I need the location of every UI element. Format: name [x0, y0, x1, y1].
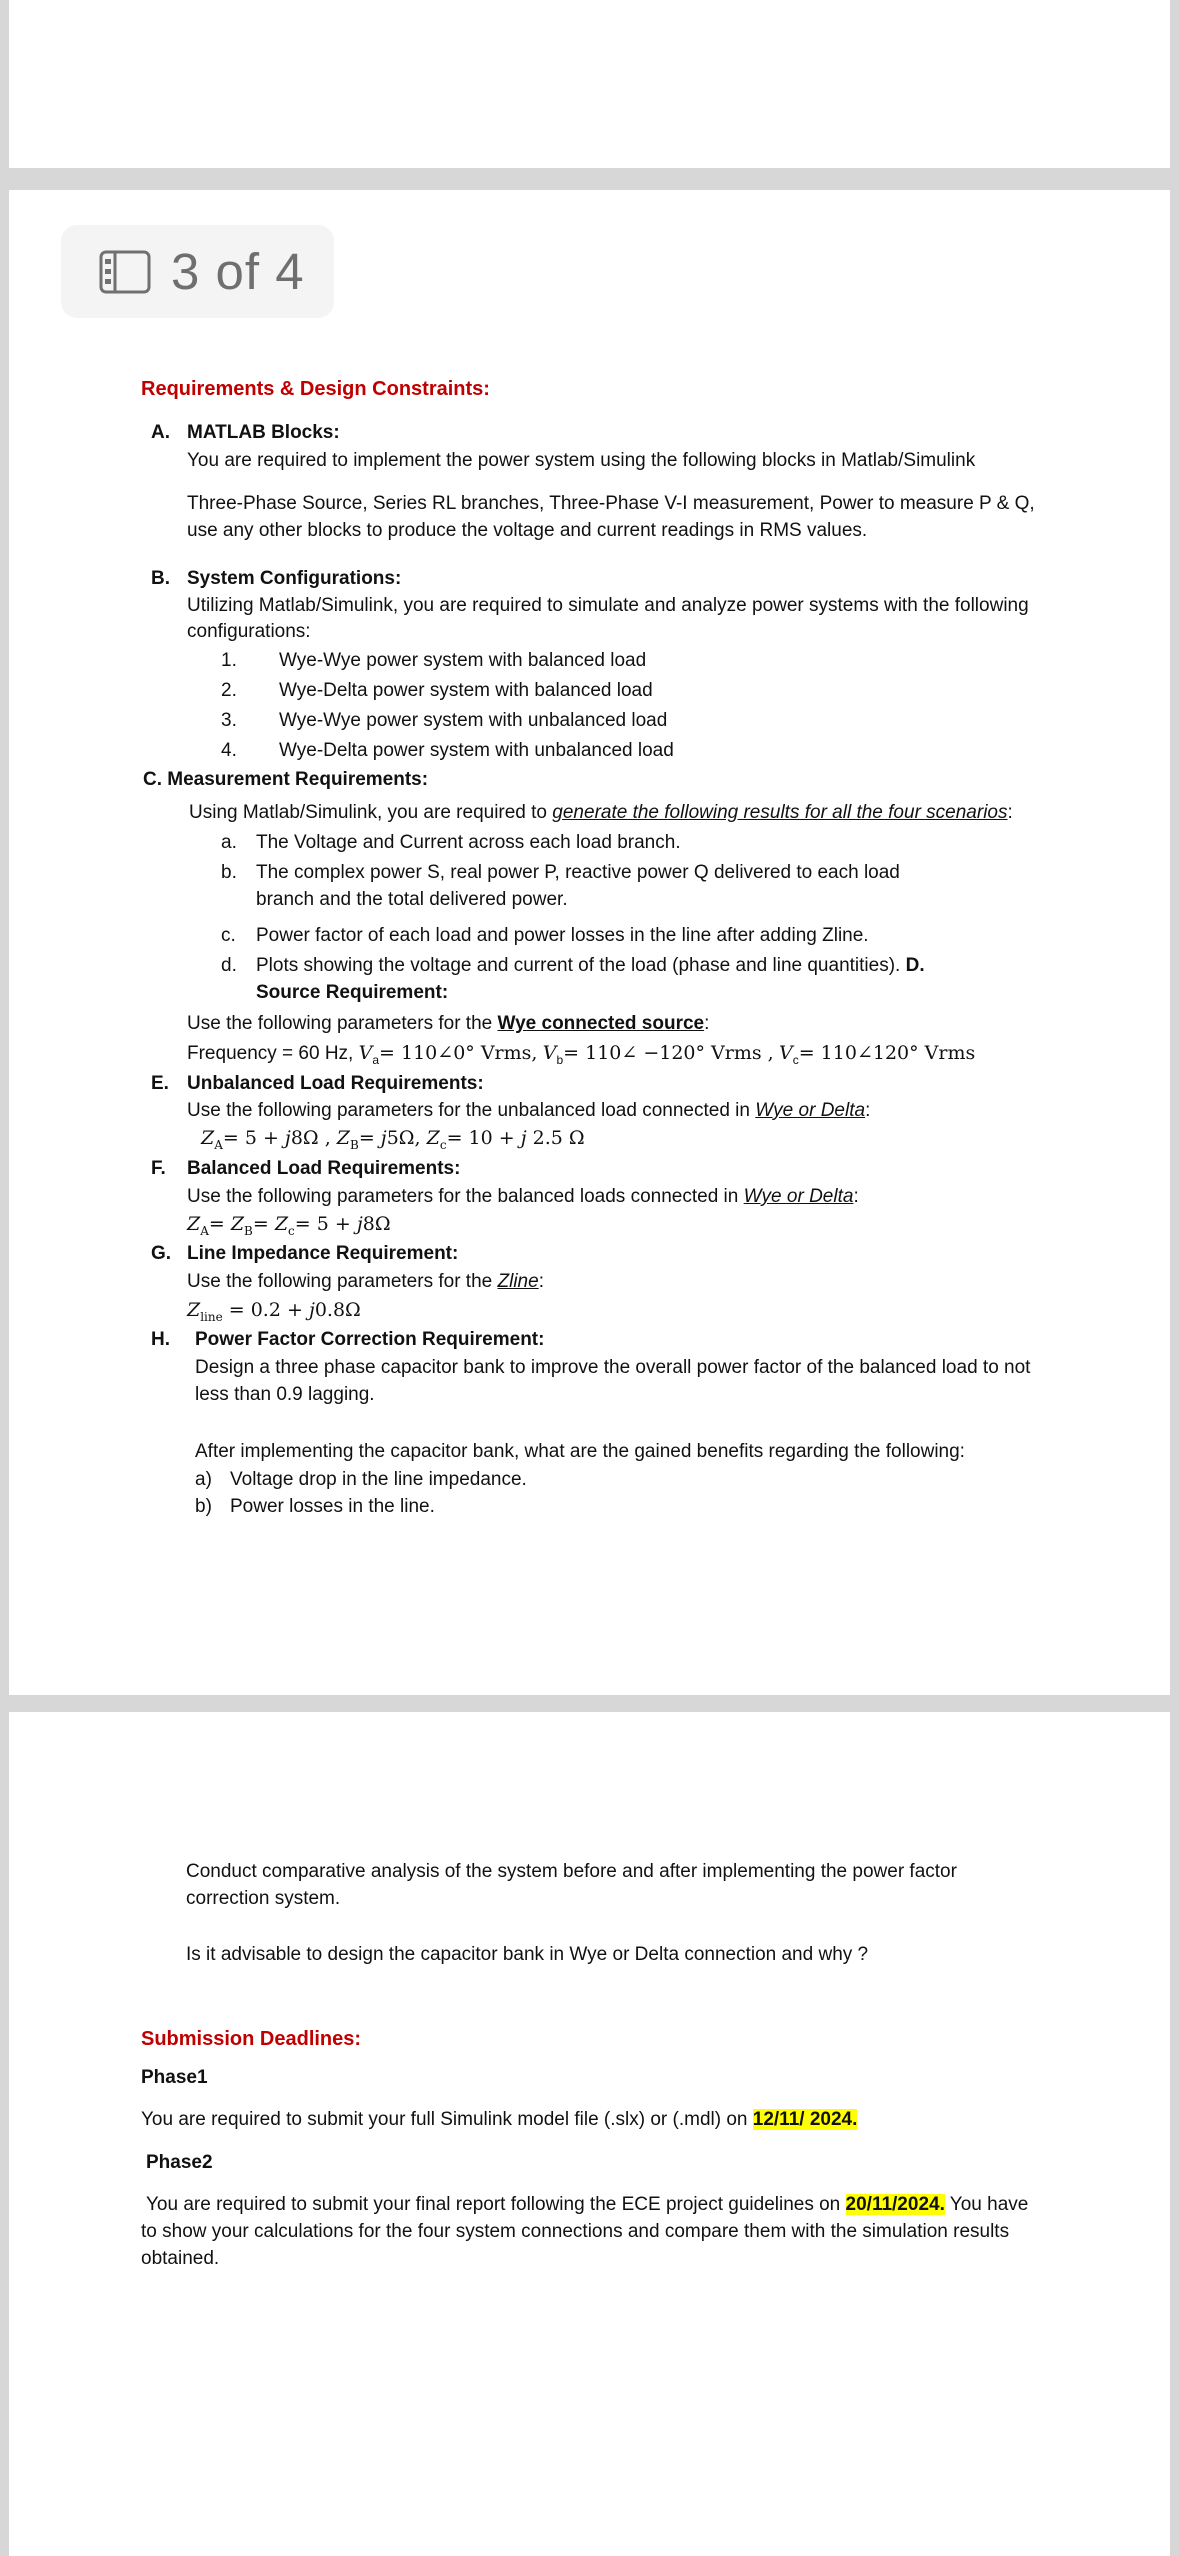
- section-e-params-suffix: :: [865, 1100, 871, 1121]
- list-item-continued: branch and the total delivered power.: [256, 889, 568, 910]
- zc-j: j: [520, 1127, 527, 1149]
- section-b-title: System Configurations:: [187, 568, 402, 589]
- page-2-bottom: [9, 0, 1170, 168]
- za-symbol: Z: [187, 1213, 201, 1235]
- section-d-title: Source Requirement:: [256, 982, 449, 1003]
- j-operator: j: [356, 1213, 363, 1235]
- zb-value: =: [358, 1127, 381, 1149]
- section-d-params-text: Use the following parameters for the: [187, 1013, 498, 1034]
- capacitor-question: Is it advisable to design the capacitor bank in Wye or Delta connection and why ?: [186, 1944, 869, 1965]
- section-d-params-suffix: :: [704, 1013, 710, 1034]
- phase2-date: 20/11/2024.: [845, 2194, 945, 2215]
- zc-rest: 2.5 Ω: [526, 1127, 585, 1149]
- section-a-label: A.: [151, 422, 170, 443]
- zline-rest: 0.8Ω: [314, 1299, 361, 1321]
- section-b-line1: Utilizing Matlab/Simulink, you are required to simulate and analyze power systems with the following: [187, 595, 1029, 616]
- vb-subscript: b: [556, 1052, 564, 1067]
- comparative-line2: correction system.: [186, 1888, 341, 1909]
- phase2-text: [146, 2191, 1028, 2219]
- section-g-params: [187, 1268, 544, 1296]
- zc-subscript: c: [288, 1223, 295, 1238]
- page-4: [9, 1712, 1170, 2556]
- list-item: The Voltage and Current across each load branch.: [256, 832, 681, 853]
- equals-sign: =: [208, 1213, 231, 1235]
- frequency-value: Frequency = 60 Hz,: [187, 1043, 354, 1064]
- zb-symbol: Z: [230, 1213, 245, 1235]
- phase2-description: You are required to submit your final report following the ECE project guidelines on: [146, 2194, 846, 2215]
- za-value: = 5 +: [222, 1127, 285, 1149]
- source-voltages: [187, 1039, 975, 1074]
- section-a-title: MATLAB Blocks:: [187, 422, 340, 443]
- list-item-text: Plots showing the voltage and current of the load (phase and line quantities).: [256, 955, 901, 976]
- list-item: The complex power S, real power P, reactive power Q delivered to each load: [256, 862, 900, 883]
- section-e-label: E.: [151, 1073, 169, 1094]
- list-item: [256, 952, 925, 980]
- list-item: Wye-Wye power system with unbalanced load: [279, 710, 668, 731]
- zline-symbol: Z: [187, 1299, 201, 1321]
- vc-symbol: V: [778, 1042, 793, 1064]
- va-value: = 110∠0° Vrms,: [379, 1042, 538, 1064]
- list-item-letter: c.: [221, 925, 236, 946]
- section-g-params-emphasis: Zline: [497, 1271, 539, 1292]
- requirements-heading: Requirements & Design Constraints:: [141, 378, 490, 400]
- balanced-value: = 5 +: [294, 1213, 357, 1235]
- section-c-intro-text: Using Matlab/Simulink, you are required to: [189, 802, 553, 823]
- va-symbol: V: [358, 1042, 373, 1064]
- phase1-date: 12/11/ 2024.: [752, 2109, 858, 2130]
- za-subscript: A: [200, 1223, 209, 1238]
- section-g-label: G.: [151, 1243, 172, 1264]
- zline-subscript: line: [200, 1309, 223, 1324]
- section-f-params-text: Use the following parameters for the balanced loads connected in: [187, 1186, 744, 1207]
- section-h-line1: Design a three phase capacitor bank to improve the overall power factor of the balanced load to not: [195, 1357, 1031, 1378]
- section-d-label: D.: [900, 955, 925, 976]
- section-g-params-suffix: :: [538, 1271, 544, 1292]
- zb-subscript: B: [350, 1137, 359, 1152]
- list-item-letter: a.: [221, 832, 237, 853]
- list-item-letter: d.: [221, 955, 237, 976]
- list-item: Wye-Delta power system with unbalanced load: [279, 740, 674, 761]
- section-a-line3: use any other blocks to produce the voltage and current readings in RMS values.: [187, 520, 868, 541]
- vb-symbol: V: [542, 1042, 557, 1064]
- section-b-label: B.: [151, 568, 170, 589]
- page-indicator-label: 3 of 4: [171, 243, 305, 300]
- zb-symbol: Z: [336, 1127, 350, 1149]
- section-e-params-text: Use the following parameters for the unbalanced load connected in: [187, 1100, 756, 1121]
- zc-subscript: c: [439, 1137, 447, 1152]
- section-f-params-emphasis: Wye or Delta: [743, 1186, 854, 1207]
- deadlines-heading: Submission Deadlines:: [141, 2028, 362, 2050]
- list-item-letter: b): [195, 1496, 212, 1517]
- list-item-number: 1.: [221, 650, 237, 671]
- vb-value: = 110∠ −120° Vrms ,: [563, 1042, 774, 1064]
- equals-sign: =: [252, 1213, 275, 1235]
- list-item: Power losses in the line.: [230, 1496, 435, 1517]
- section-h-line2: less than 0.9 lagging.: [195, 1384, 375, 1405]
- section-e-params-emphasis: Wye or Delta: [755, 1100, 866, 1121]
- section-d-params: [187, 1010, 709, 1038]
- section-c-intro: [189, 799, 1013, 827]
- phase2-line2: to show your calculations for the four system connections and compare them with the simulation results: [141, 2221, 1010, 2242]
- section-h-title: Power Factor Correction Requirement:: [195, 1329, 545, 1350]
- list-item: Power factor of each load and power losses in the line after adding Zline.: [256, 925, 869, 946]
- list-item-number: 3.: [221, 710, 237, 731]
- phase2-line3: obtained.: [141, 2248, 220, 2269]
- za-symbol: Z: [201, 1127, 215, 1149]
- section-f-params-suffix: :: [853, 1186, 859, 1207]
- section-h-line3: After implementing the capacitor bank, what are the gained benefits regarding the following:: [195, 1441, 965, 1462]
- phase1-text: [141, 2106, 857, 2134]
- list-item-number: 4.: [221, 740, 237, 761]
- section-h-label: H.: [151, 1329, 170, 1350]
- list-item: Voltage drop in the line impedance.: [230, 1469, 527, 1490]
- balanced-rest: 8Ω: [362, 1213, 391, 1235]
- unbalanced-impedances: [201, 1124, 585, 1159]
- j-operator: j: [308, 1299, 315, 1321]
- section-g-params-text: Use the following parameters for the: [187, 1271, 498, 1292]
- va-subscript: a: [372, 1052, 380, 1067]
- page-indicator[interactable]: [61, 225, 334, 318]
- zc-symbol: Z: [426, 1127, 440, 1149]
- vc-subscript: c: [792, 1052, 799, 1067]
- list-item: Wye-Wye power system with balanced load: [279, 650, 647, 671]
- za-rest: 8Ω ,: [290, 1127, 331, 1149]
- section-c-title: C. Measurement Requirements:: [143, 769, 429, 790]
- section-c-intro-emphasis: generate the following results for all the four scenarios: [552, 802, 1008, 823]
- vc-value: = 110∠120° Vrms: [798, 1042, 976, 1064]
- zb-rest: 5Ω,: [386, 1127, 421, 1149]
- page-thumbnail-icon: [99, 250, 151, 294]
- section-e-title: Unbalanced Load Requirements:: [187, 1073, 484, 1094]
- page-3: [9, 190, 1170, 1695]
- phase2-title: Phase2: [146, 2152, 213, 2173]
- section-f-title: Balanced Load Requirements:: [187, 1158, 461, 1179]
- zline-value: = 0.2 +: [222, 1299, 309, 1321]
- zb-subscript: B: [244, 1223, 253, 1238]
- list-item-letter: b.: [221, 862, 237, 883]
- section-a-line1: You are required to implement the power system using the following blocks in Matlab/Simulink: [187, 450, 976, 471]
- za-j: j: [284, 1127, 291, 1149]
- list-item: Wye-Delta power system with balanced load: [279, 680, 653, 701]
- za-subscript: A: [214, 1137, 223, 1152]
- section-a-line2: Three-Phase Source, Series RL branches, Three-Phase V-I measurement, Power to measure P & Q,: [187, 493, 1035, 514]
- section-b-line2: configurations:: [187, 621, 311, 642]
- section-f-label: F.: [151, 1158, 166, 1179]
- section-g-title: Line Impedance Requirement:: [187, 1243, 459, 1264]
- phase2-suffix: You have: [944, 2194, 1029, 2215]
- section-f-params: [187, 1183, 859, 1211]
- list-item-letter: a): [195, 1469, 212, 1490]
- section-e-params: [187, 1097, 870, 1125]
- list-item-number: 2.: [221, 680, 237, 701]
- zc-value: = 10 +: [446, 1127, 521, 1149]
- zc-symbol: Z: [274, 1213, 289, 1235]
- section-d-params-emphasis: Wye connected source: [497, 1013, 705, 1034]
- phase1-description: You are required to submit your full Simulink model file (.slx) or (.mdl) on: [141, 2109, 753, 2130]
- comparative-line1: Conduct comparative analysis of the system before and after implementing the power factor: [186, 1861, 957, 1882]
- zb-j: j: [380, 1127, 387, 1149]
- phase1-title: Phase1: [141, 2067, 208, 2088]
- section-c-intro-suffix: :: [1007, 802, 1013, 823]
